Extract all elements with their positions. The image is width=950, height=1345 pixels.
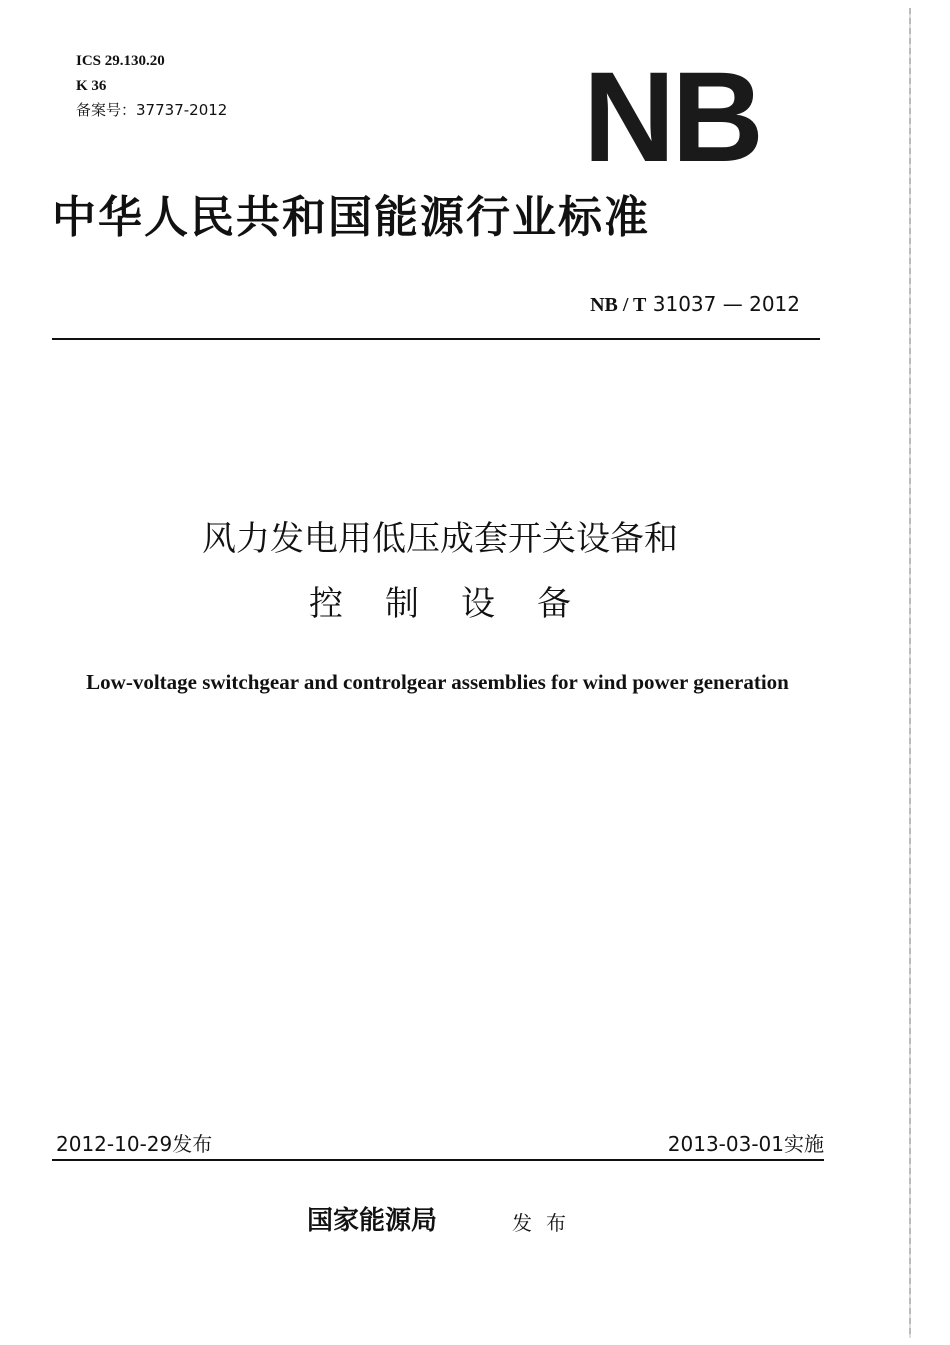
title-chinese-line2: 控制设备 — [309, 584, 613, 624]
effective-date: 2013-03-01实施 — [667, 1132, 824, 1156]
ccs-code: K 36 — [76, 78, 107, 94]
organization-title: 中华人民共和国能源行业标准 — [52, 192, 650, 243]
header-divider — [52, 338, 820, 340]
ics-code: ICS 29.130.20 — [76, 53, 165, 69]
title-english: Low-voltage switchgear and controlgear assemblies for wind power generation — [86, 670, 789, 694]
footer-divider — [52, 1159, 824, 1161]
title-chinese-line1: 风力发电用低压成套开关设备和 — [202, 519, 678, 559]
classification-block — [76, 48, 227, 122]
standard-number — [590, 290, 800, 319]
standard-code: 31037 — 2012 — [652, 292, 800, 316]
issuer-name: 国家能源局 — [307, 1206, 438, 1236]
scan-edge-line — [909, 8, 911, 1338]
filing-value: 37737-2012 — [136, 101, 228, 119]
nb-logo: NB — [583, 46, 760, 189]
publish-date: 2012-10-29发布 — [56, 1132, 213, 1156]
filing-number — [76, 98, 227, 122]
issue-action: 发布 — [512, 1211, 580, 1235]
filing-label: 备案号： — [76, 101, 137, 119]
standard-prefix: NB / T — [590, 294, 647, 316]
